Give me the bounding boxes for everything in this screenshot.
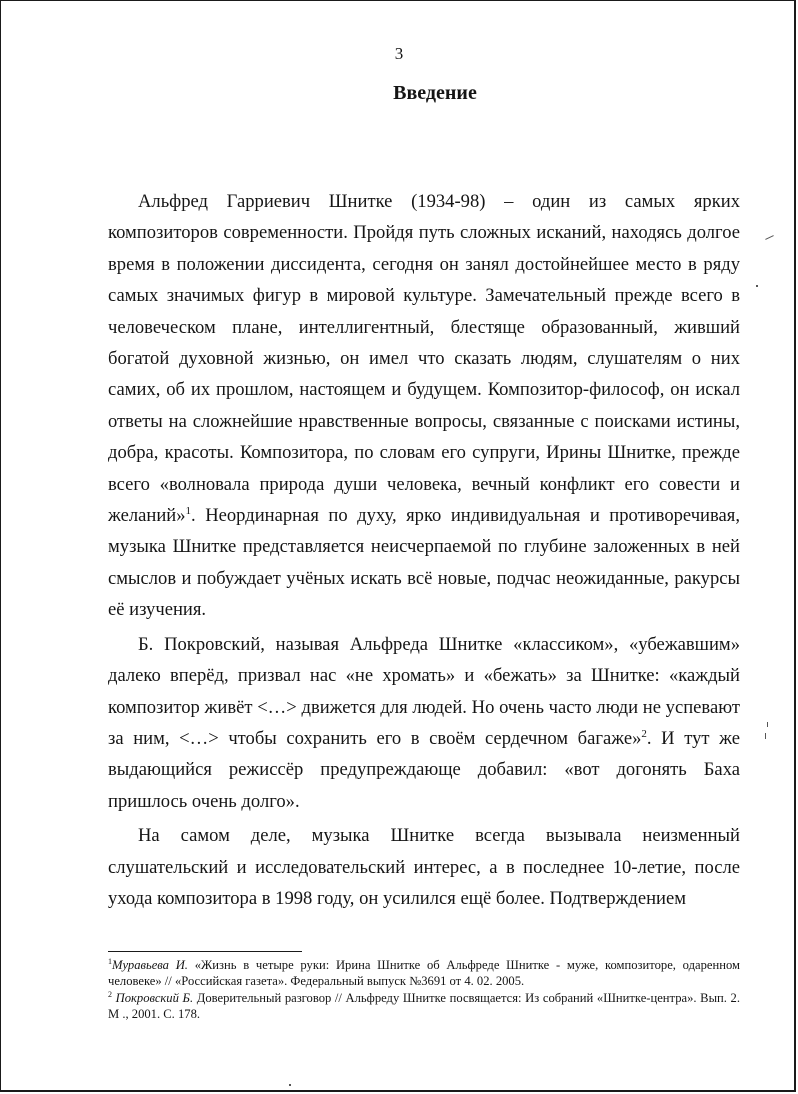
paragraph-3: На самом деле, музыка Шнитке всегда вызывала неизменный слушательский и исследовательский интерес, а в последнее 10-летие, после ухода композитора в 1998 году, он усилился ещё более. Подтверждением xyxy=(108,825,740,909)
paragraph-2-text-after: . И тут же выдающийся режиссёр предупреждающе добавил: «вот догонять Баха пришлось очень долго». xyxy=(108,727,740,812)
footnote-1 xyxy=(108,957,740,990)
paragraph-1 xyxy=(108,186,740,626)
paragraph-2-text-before: Б. Покровский, называя Альфреда Шнитке «классиком», «убежавшим» далеко вперёд, призвал нас «не хромать» и «бежать» за Шнитке: «каждый композитор живёт <…> движется для людей. Но очень часто люди не успевают за ним, <…> чтобы сохранить его в своём сердечном багаже» xyxy=(108,633,740,749)
scan-mark-4 xyxy=(765,733,766,739)
footnote-2-author: Покровский Б. xyxy=(115,990,194,1005)
footnote-2 xyxy=(108,990,740,1023)
footnote-separator xyxy=(108,951,302,952)
footnote-1-author: Муравьева И. xyxy=(112,958,188,972)
section-heading: Введение xyxy=(393,82,477,104)
footnotes xyxy=(108,957,740,1023)
paragraph-2 xyxy=(108,629,740,817)
footnote-ref-2[interactable]: 2 xyxy=(641,727,647,740)
footnote-ref-1[interactable]: 1 xyxy=(185,504,192,517)
paragraph-1-text-after: . Неординарная по духу, ярко индивидуальная и противоречивая, музыка Шнитке представляется неисчерпаемой по глубине заложенных в ней смыслов и побуждает учёных искать всё новые, подчас неожиданные, ракурсы её изучения. xyxy=(108,505,740,621)
scan-mark-3 xyxy=(767,722,768,727)
scan-mark-5 xyxy=(289,1084,291,1086)
scan-mark-2 xyxy=(756,285,758,287)
body-text xyxy=(108,186,740,917)
footnote-2-text: Доверительный разговор // Альфреду Шнитке посвящается: Из собраний «Шнитке-центра». Вып. 2. М ., 2001. С. 178. xyxy=(108,990,740,1022)
footnote-1-number: 1 xyxy=(108,956,112,966)
paragraph-1-text-before: Альфред Гарриевич Шнитке (1934-98) – один из самых ярких композиторов современности. Пройдя путь сложных исканий, находясь долгое время в положении диссидента, сегодня он занял достойнейшее место в ряду самых значимых фигур в мировой культуре. Замечательный прежде всего в человеческом плане, интеллигентный, блестяще образованный, живший богатой духовной жизнью, он имел что сказать людям, слушателям о них самих, об их прошлом, настоящем и будущем. Композитор-философ, он искал ответы на сложнейшие нравственные вопросы, связанные с поисками истины, добра, красоты. Композитора, по словам его супруги, Ирины Шнитке, прежде всего «волновала природа души человека, вечный конфликт его совести и желаний» xyxy=(108,191,740,527)
page-number: 3 xyxy=(394,44,404,63)
footnote-2-number: 2 xyxy=(108,989,112,999)
footnote-1-text: «Жизнь в четыре руки: Ирина Шнитке об Альфреде Шнитке - муже, композиторе, одаренном человеке» // «Российская газета». Федеральный выпуск №3691 от 4. 02. 2005. xyxy=(108,958,740,989)
